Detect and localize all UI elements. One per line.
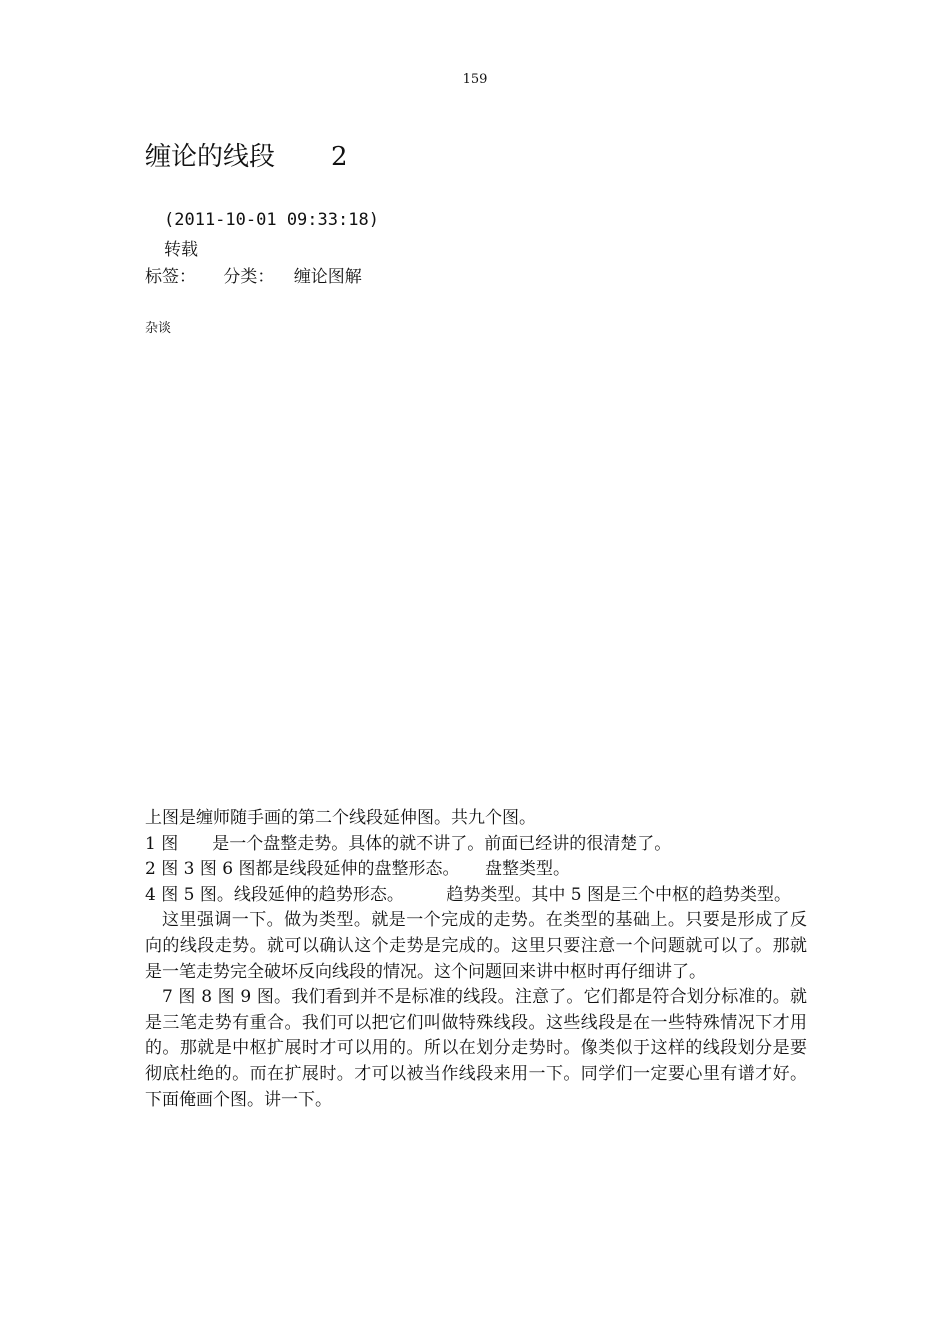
paragraph: 4 图 5 图。线段延伸的趋势形态。 趋势类型。其中 5 图是三个中枢的趋势类型。 <box>145 884 791 905</box>
post-date: (2011-10-01 09:33:18) <box>164 210 379 230</box>
article-body <box>145 806 807 1113</box>
figure-placeholder <box>145 340 805 800</box>
page-number: 159 <box>462 72 488 87</box>
paragraph: 上图是缠师随手画的第二个线段延伸图。共九个图。 <box>145 808 536 828</box>
paragraph: 2 图 3 图 6 图都是线段延伸的盘整形态。 盘整类型。 <box>145 859 570 880</box>
tags-row <box>145 262 362 287</box>
paragraph: 1 图 是一个盘整走势。具体的就不讲了。前面已经讲的很清楚了。 <box>145 833 672 854</box>
category-link[interactable]: 缠论图解 <box>293 267 362 287</box>
page-title <box>145 136 348 173</box>
title-number: 2 <box>331 142 348 172</box>
title-text: 缠论的线段 <box>145 142 276 172</box>
tags-label: 标签： <box>145 267 196 287</box>
paragraph: 7 图 8 图 9 图。我们看到并不是标准的线段。注意了。它们都是符合划分标准的。就是三笔走势有重合。我们可以把它们叫做特殊线段。这些线段是在一些特殊情况下才用的。那就是中枢扩展时才可以用的。所以在划分走势时。像类似于这样的线段划分是要彻底杜绝的。而在扩展时。才可以被当作线段来用一下。同学们一定要心里有谱才好。下面俺画个图。讲一下。 <box>145 987 807 1110</box>
misc-tag[interactable]: 杂谈 <box>145 321 172 336</box>
category-label: 分类： <box>223 267 275 287</box>
repost-label: 转载 <box>164 240 198 260</box>
paragraph: 这里强调一下。做为类型。就是一个完成的走势。在类型的基础上。只要是形成了反向的线段走势。就可以确认这个走势是完成的。这里只要注意一个问题就可以了。那就是一笔走势完全破坏反向线段的情况。这个问题回来讲中枢时再仔细讲了。 <box>145 910 807 982</box>
